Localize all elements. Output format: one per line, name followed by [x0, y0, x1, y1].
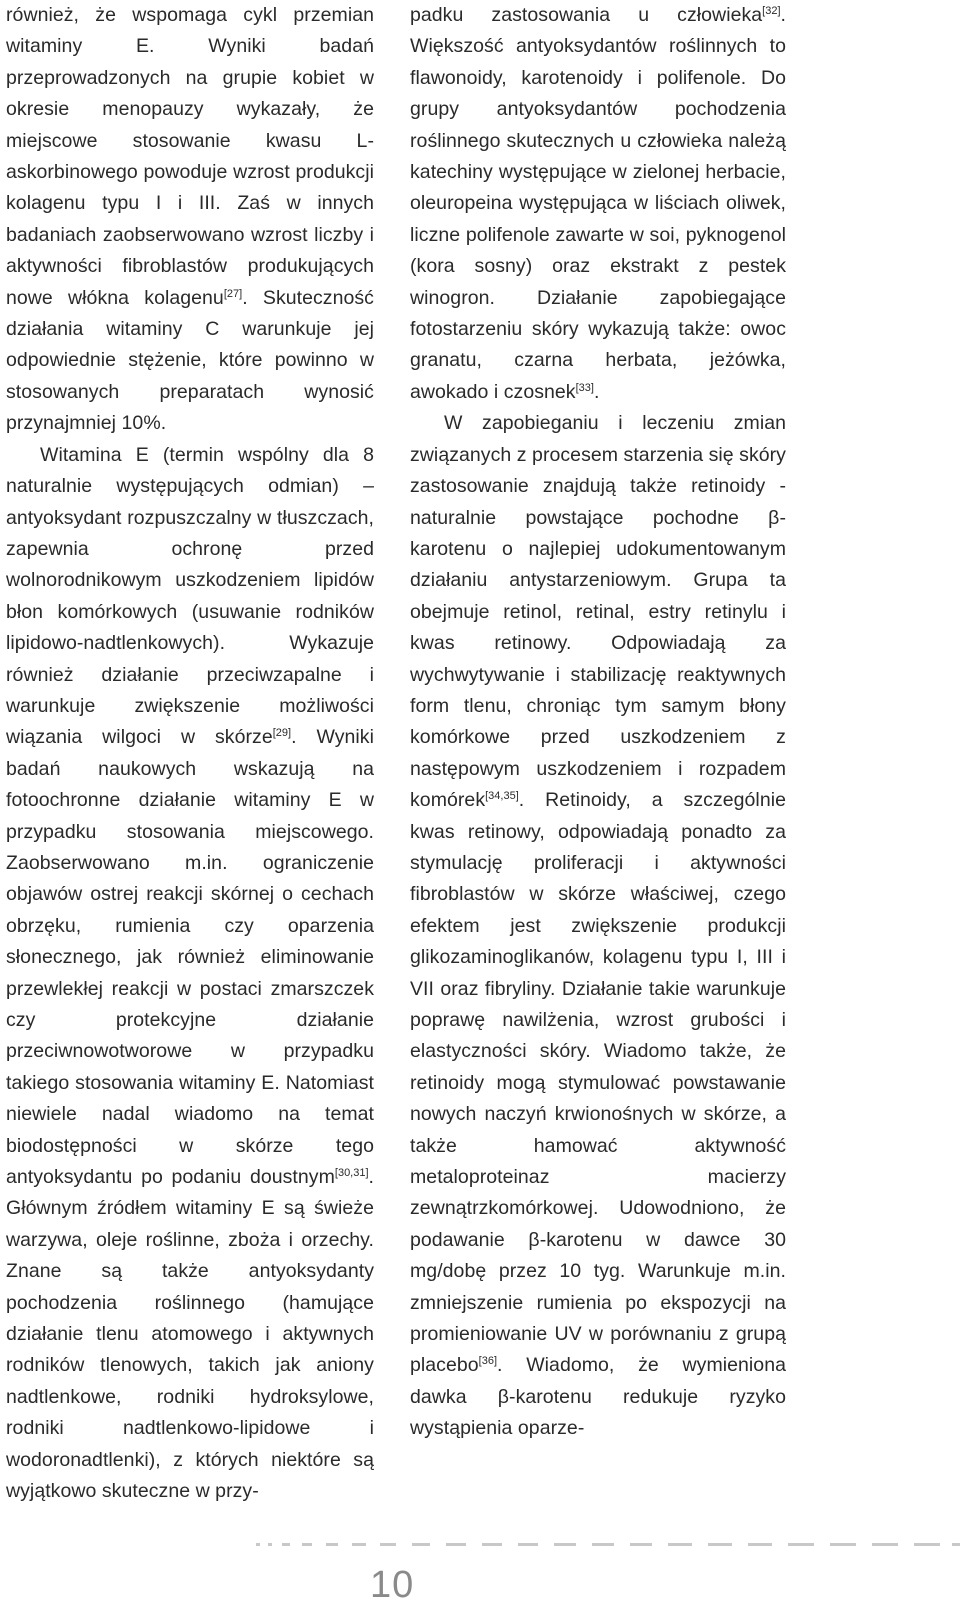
citation-reference: [27]	[223, 287, 243, 300]
paragraph-text: . Wyniki badań naukowych wskazują na fotoochronne działanie witaminy E w przypadku stosowania miejscowego. Zaobserwowano m.in. ograniczenie objawów ostrej reakcji skórnej o cechach obrzęku, rumienia czy oparzenia słonecznego, jak również eliminowanie przewlekłej reakcji w postaci zmarszczek czy protekcyjne działanie przeciwnowotworowe w przypadku takiego stosowania witaminy E. Natomiast niewiele nadal wiadomo na temat biodostępności w skórze tego antyoksydantu po podaniu doustnym	[6, 726, 374, 1189]
text-column-right	[410, 0, 786, 1445]
footer-dashed-rule	[256, 1543, 960, 1547]
citation-reference: [29]	[272, 727, 292, 740]
paragraph-text: . Głównym źródłem witaminy E są świeże warzywa, oleje roślinne, zboża i orzechy. Znane są także antyoksydanty pochodzenia roślinnego (hamujące działanie tlenu atomowego i aktywnych rodników tlenowych, takich jak aniony nadtlenkowe, rodniki hydroksylowe, rodniki nadtlenkowo-lipidowe i wodoronadtlenki), z których niektóre są wyjątkowo skuteczne w przy-	[6, 1166, 374, 1503]
citation-reference: [36]	[478, 1355, 498, 1368]
paragraph-text: W zapobieganiu i leczeniu zmian związanych z procesem starzenia się skóry zastosowanie znajdują także retinoidy - naturalnie powstające pochodne β-karotenu o najlepiej udokumentowanym działaniu antystarzeniowym. Grupa ta obejmuje retinol, retinal, estry retinylu i kwas retinowy. Odpowiadają za wychwytywanie i stabilizację reaktywnych form tlenu, chroniąc tym samym błony komórkowe przed uszkodzeniem z następowym uszkodzeniem i rozpadem komórek	[410, 412, 786, 812]
paragraph-text: . Retinoidy, a szczególnie kwas retinowy, odpowiadają ponadto za stymulację proliferacji i aktywności fibroblastów w skórze właściwej, czego efektem jest zwiększenie produkcji glikozaminoglikanów, kolagenu typu I, III i VII oraz fibryliny. Działanie takie warunkuje poprawę nawilżenia, wzrost grubości i elastyczności skóry. Wiadomo także, że retinoidy mogą stymulować powstawanie nowych naczyń krwionośnych w skórze, a także hamować aktywność metaloproteinaz macierzy zewnątrzkomórkowej. Udowodniono, że podawanie β-karotenu w dawce 30 mg/dobę przez 10 tyg. Warunkuje m.in. zmniejszenie rumienia po ekspozycji na promieniowanie UV w porównaniu z grupą placebo	[410, 789, 786, 1377]
page-number: 10	[370, 1564, 415, 1606]
paragraph-plant-antioxidants	[410, 0, 786, 408]
paragraph-text: również, że wspomaga cykl przemian witaminy E. Wyniki badań przeprowadzonych na grupie kobiet w okresie menopauzy wykazały, że miejscowe stosowanie kwasu L-askorbinowego powoduje wzrost produkcji kolagenu typu I i III. Zaś w innych badaniach zaobserwowano wzrost liczby i aktywności fibroblastów produkujących nowe włókna kolagenu	[6, 4, 374, 309]
citation-reference: [34,35]	[485, 790, 519, 803]
paragraph-text: . Większość antyoksydantów roślinnych to flawonoidy, karotenoidy i polifenole. Do grupy antyoksydantów pochodzenia roślinnego skutecznych u człowieka należą katechiny występujące w zielonej herbacie, oleuropeina występująca w liściach oliwek, liczne polifenole zawarte w soi, pyknogenol (kora sosny) oraz ekstrakt z pestek winogron. Działanie zapobiegające fotostarzeniu skóry wykazują także: owoc granatu, czarna herbata, jeżówka, awokado i czosnek	[410, 4, 786, 403]
paragraph-text: padku zastosowania u człowieka	[410, 4, 763, 26]
paragraph-retinoids	[410, 408, 786, 1444]
paragraph-text: . Wiadomo, że wymieniona dawka β-karotenu redukuje ryzyko wystąpienia oparze-	[410, 1354, 786, 1440]
citation-reference: [30,31]	[334, 1167, 369, 1180]
citation-reference: [32]	[762, 5, 781, 17]
citation-reference: [33]	[575, 381, 594, 394]
paragraph-text: Witamina E (termin wspólny dla 8 naturalnie występujących odmian) – antyoksydant rozpuszczalny w tłuszczach, zapewnia ochronę przed wolnorodnikowym uszkodzeniem lipidów błon komórkowych (usuwanie rodników lipidowo-nadtlenkowych). Wykazuje również działanie przeciwzapalne i warunkuje zwiększenie możliwości wiązania wilgoci w skórze	[6, 443, 374, 749]
paragraph-text: .	[593, 380, 600, 403]
paragraph-vitamin-e	[6, 440, 374, 1508]
paragraph-text: . Skuteczność działania witaminy C warunkuje jej odpowiednie stężenie, które powinno w stosowanych preparatach wynosić przynajmniej 10%.	[6, 286, 374, 435]
paragraph-vitamin-c-continued	[6, 0, 374, 440]
text-column-left	[6, 0, 374, 1508]
